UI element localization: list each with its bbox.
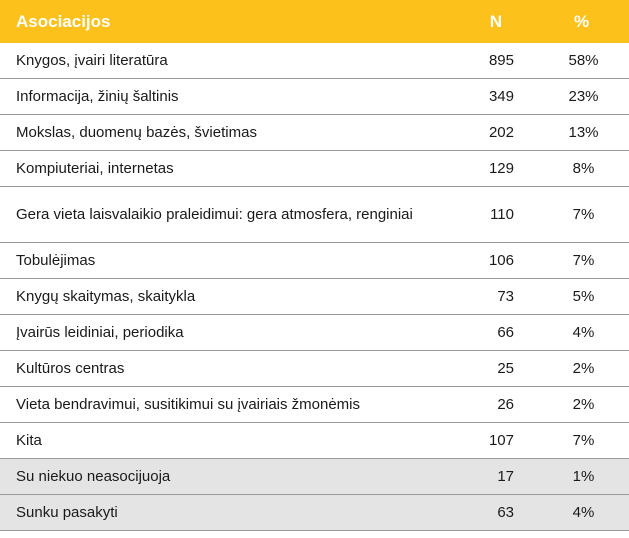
table-row [0, 115, 629, 151]
row-n: 26 [497, 396, 514, 413]
row-percent: 2% [572, 360, 595, 377]
table-row-shaded [0, 495, 629, 531]
row-label: Vieta bendravimui, susitikimui su įvairiais žmonėmis [16, 395, 361, 413]
header-n: N [489, 11, 502, 31]
table-row [0, 187, 629, 243]
row-label: Kultūros centras [16, 359, 125, 377]
row-n: 895 [488, 52, 514, 69]
row-n: 25 [497, 360, 514, 377]
row-percent: 2% [572, 396, 595, 413]
row-n: 73 [497, 288, 514, 305]
row-percent: 7% [572, 432, 595, 449]
table-row [0, 315, 629, 351]
row-n: 106 [488, 252, 514, 269]
row-n: 129 [488, 160, 514, 177]
table-row [0, 387, 629, 423]
header-percent: % [573, 11, 590, 31]
row-percent: 58% [568, 52, 599, 69]
row-n: 63 [497, 504, 514, 521]
table-row [0, 43, 629, 79]
table-row [0, 279, 629, 315]
table-row [0, 79, 629, 115]
row-percent: 7% [572, 252, 595, 269]
row-n: 349 [488, 88, 514, 105]
row-label: Sunku pasakyti [16, 503, 118, 521]
row-label: Knygos, įvairi literatūra [16, 51, 168, 69]
row-label: Mokslas, duomenų bazės, švietimas [16, 123, 257, 141]
row-label: Gera vieta laisvalaikio praleidimui: gera atmosfera, renginiai [16, 205, 413, 223]
row-percent: 4% [572, 324, 595, 341]
row-n: 17 [497, 468, 514, 485]
row-percent: 13% [568, 124, 599, 141]
row-label: Informacija, žinių šaltinis [16, 87, 179, 105]
row-label: Tobulėjimas [16, 251, 96, 269]
row-percent: 5% [572, 288, 595, 305]
row-label: Kompiuteriai, internetas [16, 159, 174, 177]
table-row [0, 423, 629, 459]
table-row-shaded [0, 459, 629, 495]
row-n: 66 [497, 324, 514, 341]
row-label: Knygų skaitymas, skaitykla [16, 287, 196, 305]
row-percent: 4% [572, 504, 595, 521]
table-row [0, 151, 629, 187]
row-percent: 1% [572, 468, 595, 485]
table-row [0, 351, 629, 387]
row-label: Kita [16, 431, 42, 449]
table-header [0, 0, 629, 43]
row-label: Įvairūs leidiniai, periodika [16, 323, 184, 341]
row-label: Su niekuo neasocijuoja [16, 467, 171, 485]
header-associations: Asociacijos [16, 11, 111, 31]
row-percent: 23% [568, 88, 599, 105]
table-row [0, 243, 629, 279]
row-n: 202 [488, 124, 514, 141]
row-percent: 8% [572, 160, 595, 177]
row-percent: 7% [572, 206, 595, 223]
row-n: 110 [490, 206, 514, 223]
row-n: 107 [488, 432, 514, 449]
